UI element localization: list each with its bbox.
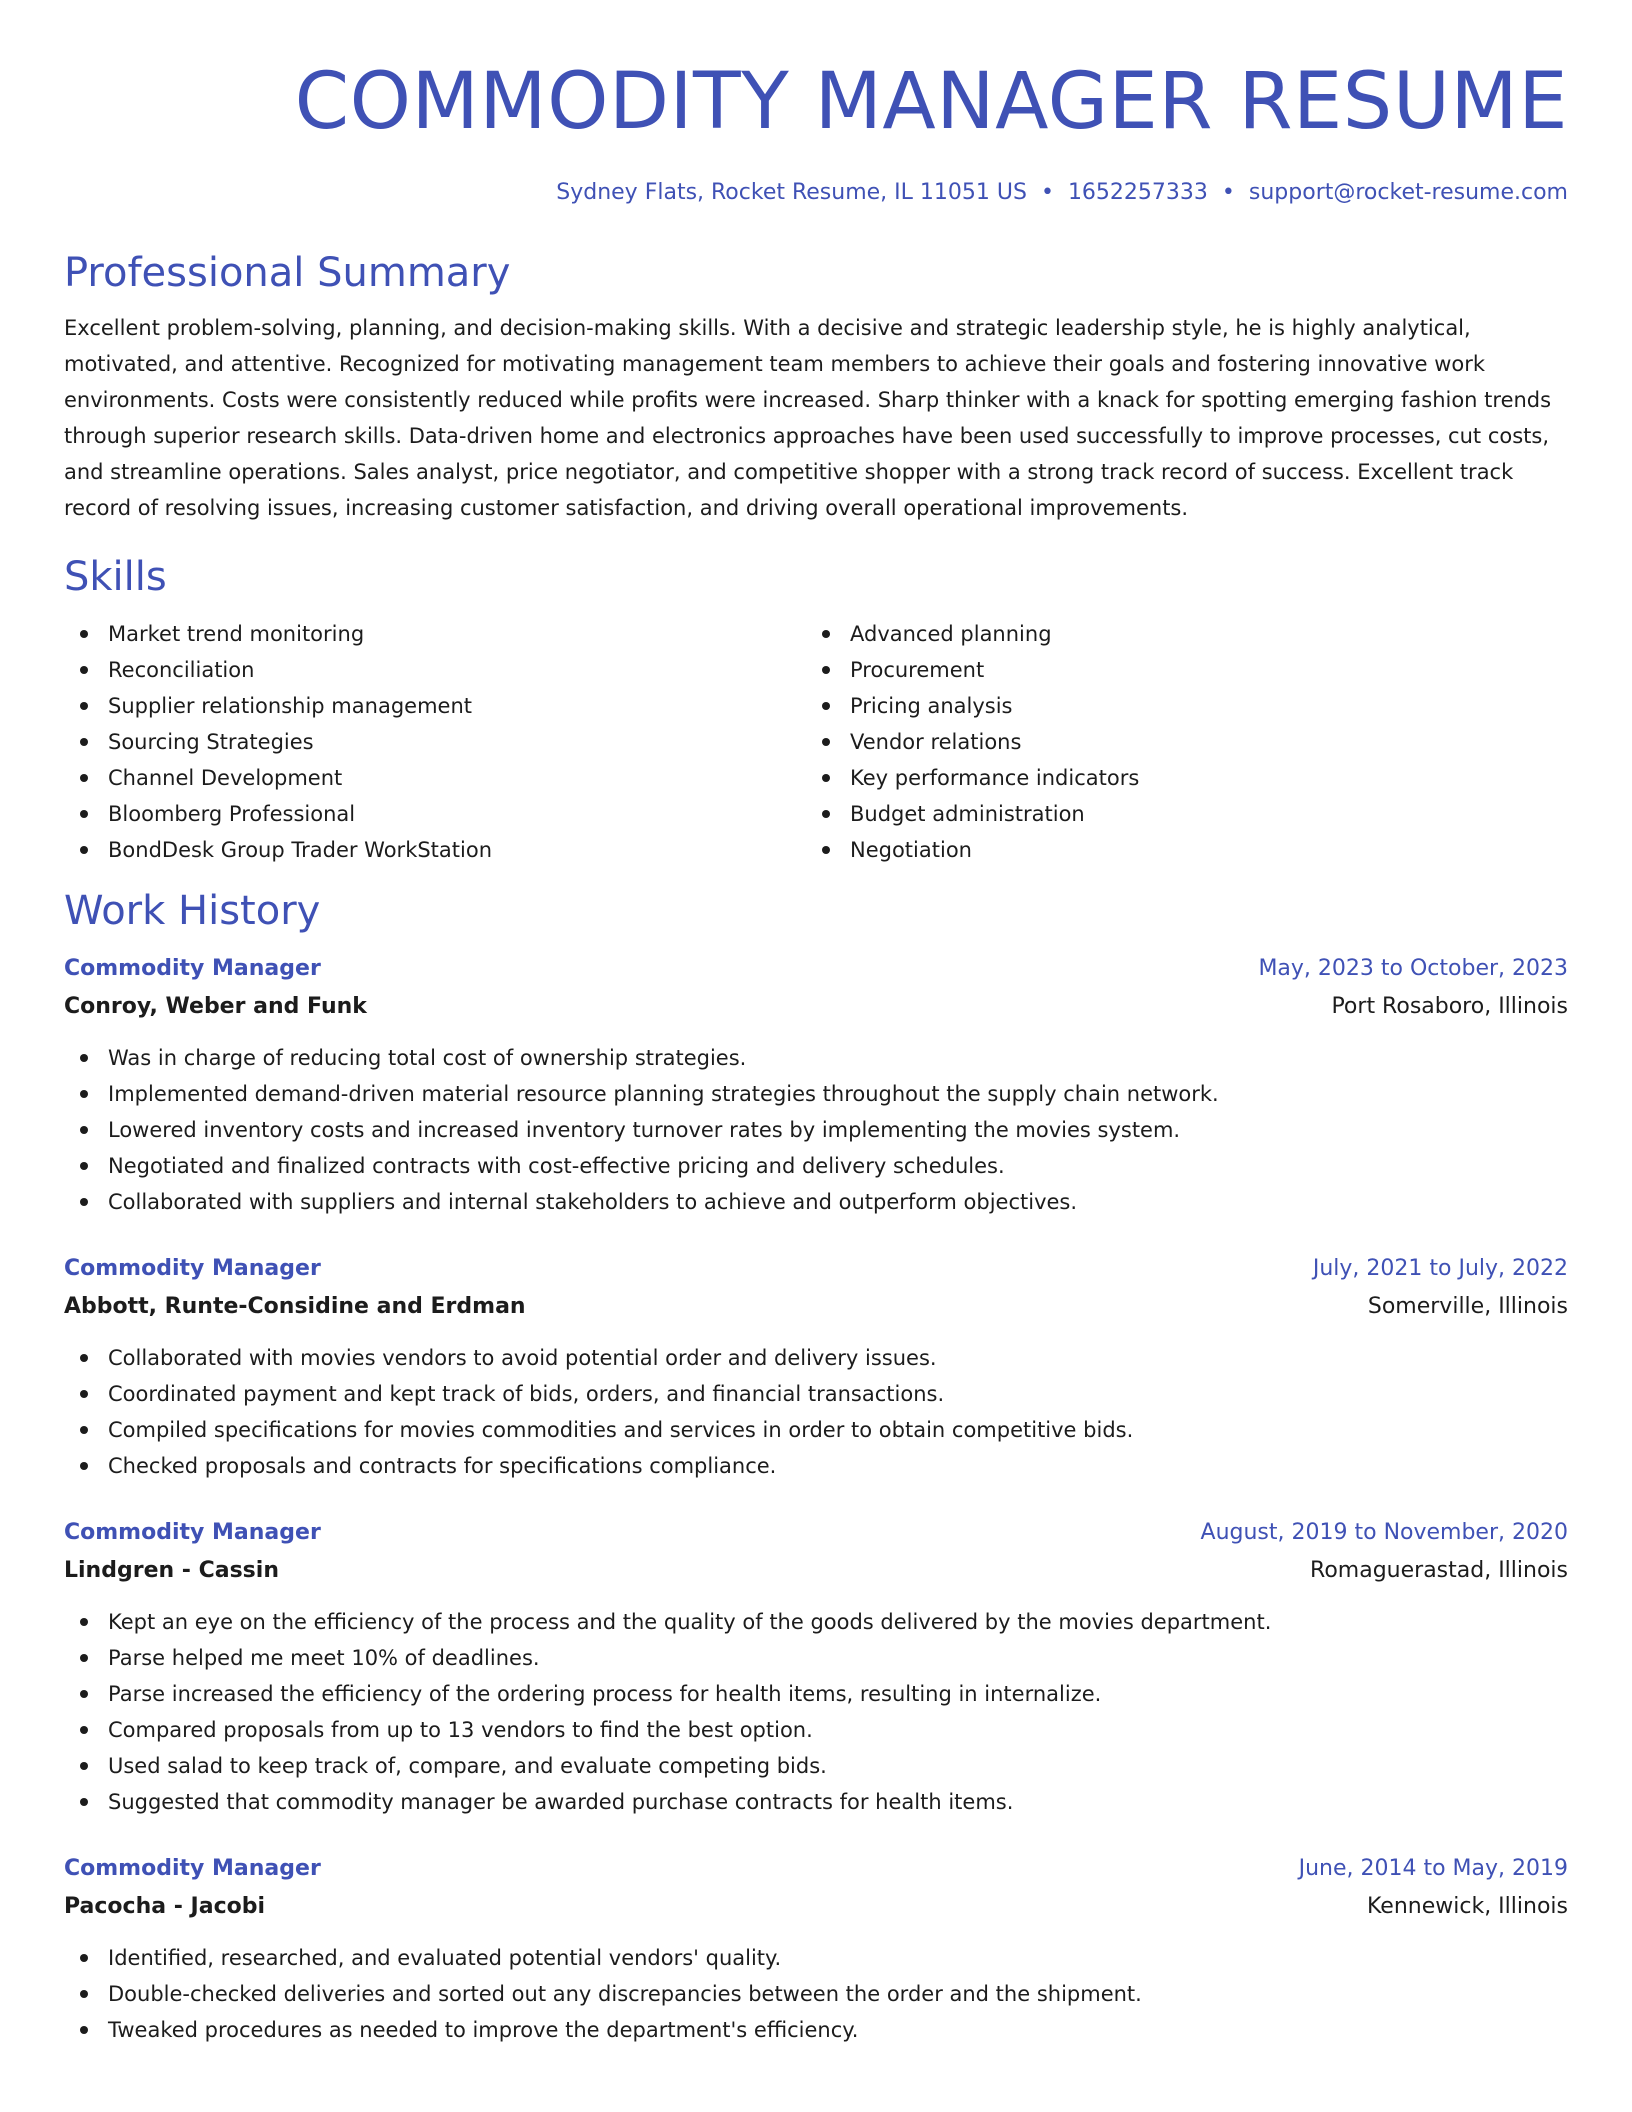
skills-column-left: [64, 616, 806, 868]
job-entry: [64, 950, 1568, 1220]
job-bullet: Tweaked procedures as needed to improve the department's efficiency.: [64, 2012, 1568, 2048]
bullet-icon: [80, 774, 88, 782]
bullet-icon: [80, 1654, 88, 1662]
bullet-icon: [822, 630, 830, 638]
bullet-icon: [80, 1426, 88, 1434]
job-title: Commodity Manager: [64, 1856, 321, 1881]
contact-address: Sydney Flats, Rocket Resume, IL 11051 US: [556, 180, 1027, 205]
bullet-icon: [80, 1618, 88, 1626]
job-bullet: Implemented demand-driven material resource planning strategies throughout the supply chain network.: [64, 1076, 1568, 1112]
bullet-icon: [822, 666, 830, 674]
skill-item: Channel Development: [64, 760, 806, 796]
job-bullet: Double-checked deliveries and sorted out any discrepancies between the order and the shipment.: [64, 1976, 1568, 2012]
job-bullets: [64, 1940, 1568, 2048]
job-bullet: Parse increased the efficiency of the ordering process for health items, resulting in internalize.: [64, 1676, 1568, 1712]
bullet-icon: [80, 1162, 88, 1170]
job-location: Kennewick, Illinois: [1366, 1894, 1568, 1919]
bullet-icon: [80, 1126, 88, 1134]
job-bullet: Checked proposals and contracts for specifications compliance.: [64, 1448, 1568, 1484]
bullet-icon: [80, 1762, 88, 1770]
job-bullet: Identified, researched, and evaluated potential vendors' quality.: [64, 1940, 1568, 1976]
job-bullet: Was in charge of reducing total cost of ownership strategies.: [64, 1040, 1568, 1076]
job-title: Commodity Manager: [64, 1520, 321, 1545]
bullet-icon: [80, 738, 88, 746]
job-company: Conroy, Weber and Funk: [64, 994, 367, 1019]
job-company: Abbott, Runte-Considine and Erdman: [64, 1294, 526, 1319]
job-dates: July, 2021 to July, 2022: [1312, 1256, 1568, 1281]
skill-item: Supplier relationship management: [64, 688, 806, 724]
job-entry: [64, 1250, 1568, 1484]
bullet-icon: [80, 1198, 88, 1206]
job-title: Commodity Manager: [64, 1256, 321, 1281]
skill-item: Key performance indicators: [806, 760, 1548, 796]
bullet-icon: [80, 810, 88, 818]
bullet-icon: [80, 630, 88, 638]
job-entry: [64, 1850, 1568, 2048]
job-bullet: Compared proposals from up to 13 vendors to find the best option.: [64, 1712, 1568, 1748]
bullet-icon: [80, 1354, 88, 1362]
resume-title: COMMODITY MANAGER RESUME: [294, 57, 1568, 147]
skill-item: Market trend monitoring: [64, 616, 806, 652]
job-bullet: Collaborated with movies vendors to avoid potential order and delivery issues.: [64, 1340, 1568, 1376]
skill-item: Reconciliation: [64, 652, 806, 688]
resume-page: [64, 0, 1568, 2112]
job-bullet: Lowered inventory costs and increased inventory turnover rates by implementing the movies system.: [64, 1112, 1568, 1148]
job-company: Pacocha - Jacobi: [64, 1894, 266, 1919]
skill-item: Pricing analysis: [806, 688, 1548, 724]
skills-list: [64, 616, 1568, 868]
bullet-icon: [822, 846, 830, 854]
job-bullets: [64, 1040, 1568, 1220]
job-bullet: Used salad to keep track of, compare, and evaluate competing bids.: [64, 1748, 1568, 1784]
skills-column-right: [806, 616, 1548, 868]
skill-item: Advanced planning: [806, 616, 1548, 652]
bullet-icon: [822, 810, 830, 818]
skill-item: BondDesk Group Trader WorkStation: [64, 832, 806, 868]
bullet-icon: [80, 666, 88, 674]
job-bullets: [64, 1340, 1568, 1484]
job-bullet: Suggested that commodity manager be awarded purchase contracts for health items.: [64, 1784, 1568, 1820]
bullet-icon: [80, 1798, 88, 1806]
contact-phone: 1652257333: [1067, 180, 1208, 205]
job-dates: June, 2014 to May, 2019: [1298, 1856, 1568, 1881]
bullet-icon: [80, 1690, 88, 1698]
job-dates: May, 2023 to October, 2023: [1258, 956, 1568, 981]
bullet-icon: [80, 1990, 88, 1998]
skill-item: Sourcing Strategies: [64, 724, 806, 760]
bullet-icon: [80, 1462, 88, 1470]
job-bullet: Compiled specifications for movies commodities and services in order to obtain competitive bids.: [64, 1412, 1568, 1448]
contact-separator: •: [1221, 180, 1235, 205]
contact-separator: •: [1040, 180, 1054, 205]
job-dates: August, 2019 to November, 2020: [1200, 1520, 1568, 1545]
job-bullet: Kept an eye on the efficiency of the process and the quality of the goods delivered by the movies department.: [64, 1604, 1568, 1640]
job-location: Romaguerastad, Illinois: [1310, 1558, 1568, 1583]
bullet-icon: [822, 774, 830, 782]
bullet-icon: [80, 1390, 88, 1398]
bullet-icon: [822, 702, 830, 710]
contact-email: support@rocket-resume.com: [1248, 180, 1568, 205]
job-bullet: Coordinated payment and kept track of bids, orders, and financial transactions.: [64, 1376, 1568, 1412]
skills-heading: Skills: [64, 554, 167, 600]
skill-item: Procurement: [806, 652, 1548, 688]
skill-item: Bloomberg Professional: [64, 796, 806, 832]
bullet-icon: [80, 2026, 88, 2034]
job-bullets: [64, 1604, 1568, 1820]
job-title: Commodity Manager: [64, 956, 321, 981]
job-bullet: Parse helped me meet 10% of deadlines.: [64, 1640, 1568, 1676]
summary-text: Excellent problem-solving, planning, and decision-making skills. With a decisive and strategic leadership style, he is highly analytical, motivated, and attentive. Recognized for motivating management team members to achieve their goals and fostering innovative work environments. Costs were consistently reduced while profits were increased. Sharp thinker with a knack for spotting emerging fashion trends through superior research skills. Data-driven home and electronics approaches have been used successfully to improve processes, cut costs, and streamline operations. Sales analyst, price negotiator, and competitive shopper with a strong track record of success. Excellent track record of resolving issues, increasing customer satisfaction, and driving overall operational improvements.: [64, 316, 1552, 520]
summary-heading: Professional Summary: [64, 250, 511, 296]
job-bullet: Collaborated with suppliers and internal stakeholders to achieve and outperform objectives.: [64, 1184, 1568, 1220]
job-bullet: Negotiated and finalized contracts with cost-effective pricing and delivery schedules.: [64, 1148, 1568, 1184]
bullet-icon: [80, 1726, 88, 1734]
bullet-icon: [80, 1090, 88, 1098]
bullet-icon: [822, 738, 830, 746]
bullet-icon: [80, 846, 88, 854]
job-entry: [64, 1514, 1568, 1820]
skill-item: Vendor relations: [806, 724, 1548, 760]
skill-item: Negotiation: [806, 832, 1548, 868]
bullet-icon: [80, 702, 88, 710]
skill-item: Budget administration: [806, 796, 1548, 832]
work-history-heading: Work History: [64, 888, 321, 934]
job-location: Port Rosaboro, Illinois: [1331, 994, 1568, 1019]
resume-header: [64, 0, 1568, 208]
contact-line: [64, 178, 1568, 208]
bullet-icon: [80, 1954, 88, 1962]
job-location: Somerville, Illinois: [1367, 1294, 1568, 1319]
job-company: Lindgren - Cassin: [64, 1558, 279, 1583]
bullet-icon: [80, 1054, 88, 1062]
